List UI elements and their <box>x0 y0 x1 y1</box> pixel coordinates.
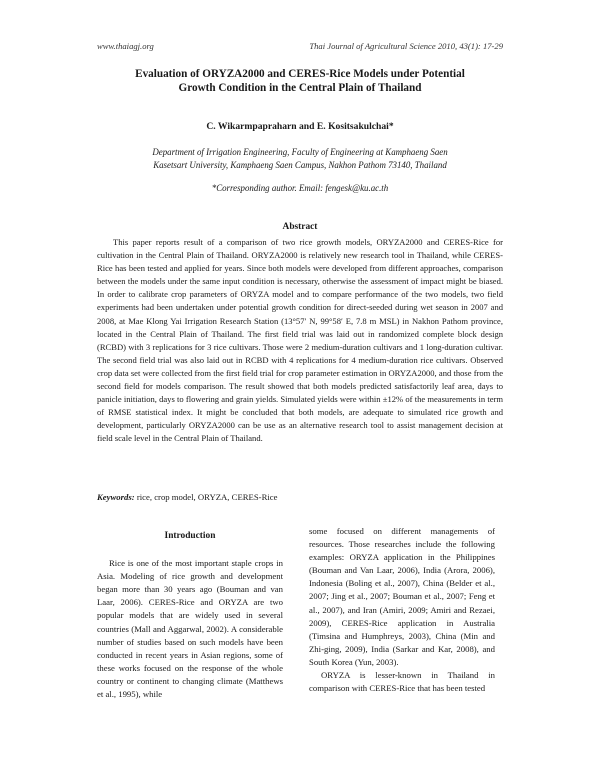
keywords <box>97 492 503 502</box>
author-list: C. Wikarmpapraharn and E. Kositsakulchai* <box>206 121 394 132</box>
keywords-text: rice, crop model, ORYZA, CERES-Rice <box>134 492 278 502</box>
intro-paragraph-1-cont: some focused on different managements of resources. Those researches include the following examples: ORYZA application in the Philippines (Bouman and Van Laar, 2006), India (Arora, 2006), Indonesia (Boling et al., 2007), China (Belder et al., 2007; Jing et al., 2007; Bouman et al., 2007; Feng et al., 2007), and Iran (Amiri, 2009; Amiri and Rezaei, 2009), CERES-Rice application in Australia (Timsina and Humphreys, 2003), China (Min and Zhi-ging, 2009), India (Sarkar and Kar, 2008), and South Korea (Yun, 2003). <box>309 526 495 667</box>
affiliation-line-1: Department of Irrigation Engineering, Faculty of Engineering at Kamphaeng Saen <box>152 147 448 157</box>
abstract-text: This paper reports result of a comparison of two rice growth models, ORYZA2000 and CERES-Rice for cultivation in the Central Plain of Thailand. ORYZA2000 is relatively new research tool in Thailand, while CERES-Rice has been tested and applied for years. Since both models were developed from different approaches, comparison between the models under the same input condition is necessary, otherwise the assessment of impact might be biased. In order to calibrate crop parameters of ORYZA model and to compare performance of the two models, two field experiments had been undertaken under potential growth condition for direct-seeded during wet season in 2007 and 2008, at Mae Klong Yai Irrigation Research Station (13°57′ N, 99°58′ E, 7.8 m MSL) in Nakhon Pathom province, located in the Central Plain of Thailand. The first field trial was laid out in randomized complete block design (RCBD) with 3 replications for 3 rice cultivars. Those were 2 medium-duration cultivars and 1 long-duration cultivar. The second field trial was also laid out in RCBD with 4 replications for 4 medium-duration rice cultivars. Observed crop data set were collected from the first field trial for crop parameter estimation in ORYZA2000, and those from the second field for models comparison. The result showed that both models predicted satisfactorily leaf area, days to panicle initiation, days to flowering and grain yields. Simulated yields were within ±12% of the measurements in term of RMSE statistical index. It might be concluded that both models, are adequate to simulated rice growth and development, particularly ORYZA2000 can be use as an alternative research tool to assist management decision at field scale level in the Central Plain of Thailand. <box>97 237 503 444</box>
affiliation <box>97 146 503 172</box>
journal-citation: Thai Journal of Agricultural Science 2010, 43(1): 17-29 <box>309 41 503 51</box>
affiliation-line-2: Kasetsart University, Kamphaeng Saen Campus, Nakhon Pathom 73140, Thailand <box>153 160 447 170</box>
column-right <box>309 525 495 695</box>
corresponding-author: *Corresponding author. Email: fengesk@ku.ac.th <box>211 183 389 193</box>
keywords-label: Keywords: <box>97 492 135 502</box>
paper-title <box>97 67 503 95</box>
abstract-heading: Abstract <box>282 222 318 232</box>
running-header <box>97 41 503 53</box>
intro-paragraph-1: Rice is one of the most important staple crops in Asia. Modeling of rice growth and development began more than 30 years ago (Bouman and van Laar, 2006). CERES-Rice and ORYZA are two popular models that are widely used in several countries (Mall and Aggarwal, 2002). A considerable number of studies based on such models have been conducted in recent years in Asian regions, some of these works focused on the response of the whole country or continent to changing climate (Matthews et al., 1995), while <box>97 558 283 700</box>
introduction-heading: Introduction <box>164 531 216 541</box>
title-line-1: Evaluation of ORYZA2000 and CERES-Rice Models under Potential <box>135 68 465 80</box>
title-line-2: Growth Condition in the Central Plain of Thailand <box>178 82 422 94</box>
column-left <box>97 530 283 701</box>
journal-website[interactable]: www.thaiagj.org <box>97 41 154 51</box>
intro-paragraph-2: ORYZA is lesser-known in Thailand in comparison with CERES-Rice that has been tested <box>309 670 495 694</box>
